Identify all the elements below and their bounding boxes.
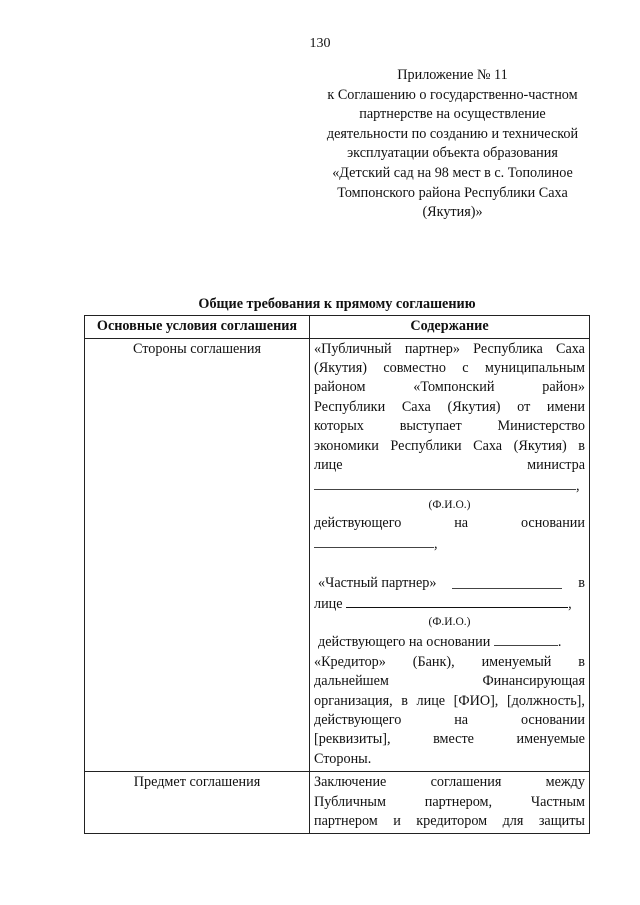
word: и <box>393 813 401 830</box>
word: партнером, <box>424 793 493 810</box>
text-line <box>314 793 585 812</box>
appendix-line: деятельности по созданию и технической <box>326 125 579 142</box>
word: министра <box>527 456 585 473</box>
text-line <box>314 456 585 475</box>
word: кредитором <box>416 813 488 830</box>
appendix-line: Томпонского района Республики Саха <box>337 184 568 201</box>
condition-subject: Предмет соглашения <box>85 772 310 834</box>
word: именуемые <box>516 731 585 748</box>
text-line <box>314 437 585 456</box>
fill-in-blank <box>314 475 576 490</box>
word: в <box>578 653 585 670</box>
text-line <box>314 398 585 417</box>
acting-basis-line <box>314 514 585 533</box>
private-basis-line <box>314 631 585 652</box>
word: совместно <box>383 359 446 376</box>
appendix-line: к Соглашению о государственно-частном <box>327 86 578 103</box>
word: Заключение <box>314 774 387 791</box>
word: партнер» <box>404 340 460 357</box>
comma: , <box>576 478 580 495</box>
word: экономики <box>314 437 379 454</box>
private-partner-label: «Частный партнер» <box>318 574 437 591</box>
document-title: Общие требования к прямому соглашению <box>198 296 476 312</box>
word: [ФИО], <box>453 692 499 709</box>
word: Частным <box>530 793 585 810</box>
word: в <box>578 437 585 454</box>
text-line <box>314 340 585 359</box>
word: именуемый <box>481 653 552 670</box>
requirements-table <box>84 315 590 834</box>
word: Республики <box>314 398 386 415</box>
text-line <box>314 773 585 792</box>
word: имени <box>546 398 585 415</box>
comma: , <box>568 595 572 612</box>
header-conditions: Основные условия соглашения <box>85 316 310 339</box>
word: лице <box>314 456 343 473</box>
public-partner-text <box>314 340 585 476</box>
fio-caption: (Ф.И.О.) <box>428 498 471 511</box>
word: дальнейшем <box>314 673 389 690</box>
word: Республики <box>390 437 462 454</box>
word: лице <box>416 692 446 709</box>
comma: , <box>434 536 438 553</box>
text-line <box>314 812 585 831</box>
appendix-line: Приложение № 11 <box>397 67 508 83</box>
fill-in-blank <box>452 574 562 589</box>
word: защиты <box>538 813 585 830</box>
text-line: Стороны. <box>314 750 372 767</box>
word: на <box>454 712 469 728</box>
header-content: Содержание <box>310 316 590 339</box>
word: организация, <box>314 692 393 709</box>
word: действующего <box>314 514 402 531</box>
private-face-line <box>314 593 585 614</box>
word: на <box>454 514 469 531</box>
word: «Томпонский <box>413 379 495 396</box>
word: которых <box>314 418 364 435</box>
word: «Кредитор» <box>314 653 386 670</box>
appendix-line: эксплуатации объекта образования <box>347 145 558 162</box>
word: основании <box>520 712 585 728</box>
content-subject <box>310 772 590 834</box>
creditor-text <box>314 653 585 769</box>
fio-caption: (Ф.И.О.) <box>428 616 471 629</box>
in-word: в <box>578 574 585 591</box>
word: [должность], <box>506 692 585 709</box>
face-word: лице <box>314 595 343 612</box>
word: муниципальным <box>484 359 585 376</box>
word: (Якутия) <box>513 437 567 454</box>
word: (Якутия) <box>447 398 501 415</box>
private-partner-line <box>314 574 585 593</box>
word: для <box>502 813 524 830</box>
table-row <box>85 772 590 834</box>
word: Саха <box>556 340 585 357</box>
text-line <box>314 653 585 672</box>
word: основании <box>520 514 585 531</box>
word: районом <box>314 379 366 396</box>
word: Публичным <box>314 793 386 810</box>
minister-fio-line <box>314 475 585 496</box>
text-line <box>314 359 585 378</box>
fill-in-blank <box>346 593 568 608</box>
period: . <box>557 634 562 651</box>
appendix-header <box>300 66 605 223</box>
appendix-line: партнерстве на осуществление <box>359 106 546 123</box>
fill-in-blank <box>314 533 434 548</box>
word: район» <box>542 379 585 396</box>
text-line <box>314 672 585 691</box>
word: выступает <box>399 418 462 435</box>
word: с <box>462 359 469 376</box>
appendix-line: (Якутия)» <box>422 204 483 221</box>
table-row <box>85 338 590 772</box>
word: между <box>545 774 585 791</box>
table-header-row <box>85 316 590 339</box>
word: действующего <box>314 712 402 728</box>
basis-blank-line <box>314 533 585 554</box>
text-line <box>314 692 585 711</box>
page-number: 130 <box>309 36 331 51</box>
acting-basis: действующего на основании <box>318 634 491 651</box>
fill-in-blank <box>494 631 558 646</box>
word: соглашения <box>430 774 502 791</box>
word: вместе <box>433 731 474 748</box>
content-parties <box>310 338 590 772</box>
text-line <box>314 730 585 749</box>
word: в <box>401 692 408 709</box>
word: Республика <box>473 340 543 357</box>
word: Финансирующая <box>482 673 585 690</box>
word: партнером <box>314 813 378 830</box>
word: (Банк), <box>412 653 455 670</box>
word: Министерство <box>497 418 585 435</box>
condition-parties: Стороны соглашения <box>85 338 310 772</box>
text-line <box>314 378 585 397</box>
text-line <box>314 711 585 730</box>
appendix-line: «Детский сад на 98 мест в с. Тополиное <box>332 164 573 181</box>
word: (Якутия) <box>314 359 368 376</box>
word: от <box>517 398 531 415</box>
word: Саха <box>473 437 503 454</box>
word: «Публичный <box>314 340 392 357</box>
word: Саха <box>401 398 431 415</box>
word: [реквизиты], <box>314 731 391 748</box>
text-line <box>314 417 585 436</box>
